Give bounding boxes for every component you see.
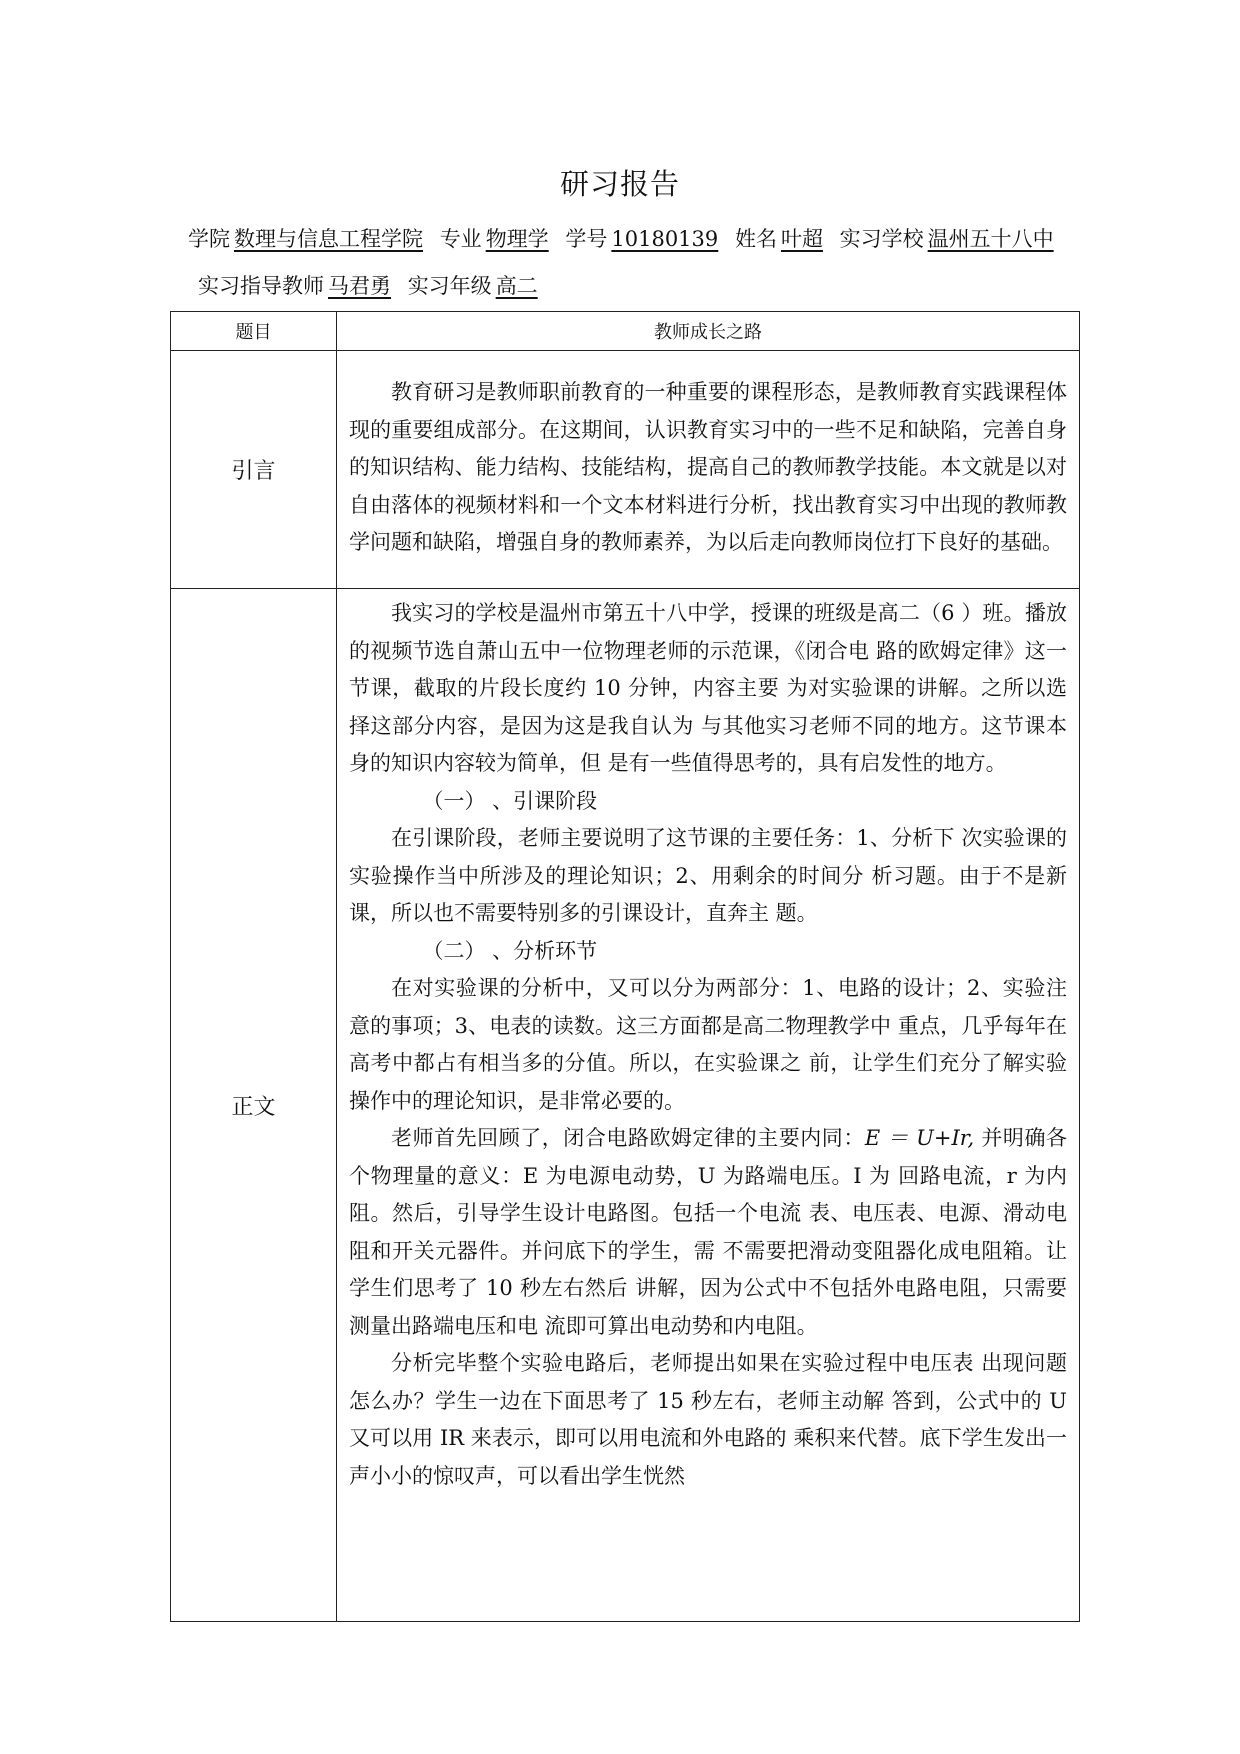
student-id-value: 10180139 (611, 227, 719, 251)
report-table (170, 311, 1080, 1622)
body-row (171, 589, 1080, 1622)
major-label: 专业 (439, 227, 482, 251)
paragraph-4-rest: 并明确各个物理量的意义：E 为电源电动势，U 为路端电压。I 为 回路电流，r 为内阻。然后，引导学生设计电路图。包括一个电流 表、电压表、电源、滑动电阻和开关元器件。并问底下的学生，需 不需要把滑动变阻器化成电阻箱。让学生们思考了 10 秒左右然后 讲解，因为公式中不包括外电路电阻，只需要测量出路端电压和电 流即可算出电动势和内电阻。 (349, 1126, 1067, 1338)
school-label: 实习学校 (839, 227, 924, 251)
school-value: 温州五十八中 (927, 227, 1054, 251)
section-heading-1: （一） 、引课阶段 (422, 788, 598, 813)
page-title: 研习报告 (559, 167, 680, 201)
body-paragraph-4 (349, 1120, 1067, 1345)
name-label: 姓名 (734, 227, 777, 251)
grade-label: 实习年级 (407, 274, 492, 298)
body-paragraph-3: 在对实验课的分析中，又可以分为两部分：1、电路的设计；2、实验注意的事项；3、电表的读数。这三方面都是高二物理教学中 重点，几乎每年在高考中都占有相当多的分值。所以，在实验课之 前，让学生们充分了解实验操作中的理论知识，是非常必要的。 (349, 976, 1067, 1113)
name-value: 叶超 (780, 227, 823, 251)
body-label: 正文 (171, 589, 337, 1622)
intro-row (171, 351, 1080, 589)
student-info (188, 216, 1078, 310)
intro-label: 引言 (171, 351, 337, 589)
intro-cell (337, 351, 1080, 589)
topic-value: 教师成长之路 (337, 312, 1080, 351)
formula: E ＝ U+Ir, (864, 1126, 975, 1150)
teacher-value: 马君勇 (328, 274, 391, 298)
college-label: 学院 (188, 227, 230, 251)
topic-label: 题目 (171, 312, 337, 351)
college-value: 数理与信息工程学院 (234, 227, 423, 251)
teacher-label: 实习指导教师 (198, 274, 324, 298)
header-row (171, 312, 1080, 351)
body-cell (337, 589, 1080, 1622)
intro-text: 教育研习是教师职前教育的一种重要的课程形态，是教师教育实践课程体现的重要组成部分。在这期间，认识教育实习中的一些不足和缺陷，完善自身的知识结构、能力结构、技能结构，提高自己的教师教学技能。本文就是以对自由落体的视频材料和一个文本材料进行分析，找出教育实习中出现的教师教学问题和缺陷，增强自身的教师素养，为以后走向教师岗位打下良好的基础。 (349, 380, 1067, 555)
student-id-label: 学号 (565, 227, 608, 251)
section-heading-2: （二） 、分析环节 (422, 938, 598, 963)
body-paragraph-5: 分析完毕整个实验电路后，老师提出如果在实验过程中电压表 出现问题怎么办？学生一边在下面思考了 15 秒左右，老师主动解 答到，公式中的 U 又可以用 IR 来表示，即可以用电流和外电路的 乘积来代替。底下学生发出一声小小的惊叹声，可以看出学生恍然 (349, 1351, 1067, 1488)
body-paragraph-1: 我实习的学校是温州市第五十八中学，授课的班级是高二（6 ）班。播放的视频节选自萧山五中一位物理老师的示范课，《闭合电 路的欧姆定律》这一节课，截取的片段长度约 10 分钟，内容主要 为对实验课的讲解。之所以选择这部分内容，是因为这是我自认为 与其他实习老师不同的地方。这节课本身的知识内容较为简单，但 是有一些值得思考的，具有启发性的地方。 (349, 601, 1067, 775)
body-paragraph-2: 在引课阶段，老师主要说明了这节课的主要任务：1、分析下 次实验课的实验操作当中所涉及的理论知识；2、用剩余的时间分 析习题。由于不是新课，所以也不需要特别多的引课设计，直奔主 题。 (349, 826, 1067, 925)
paragraph-4-lead: 老师首先回顾了，闭合电路欧姆定律的主要内同： (391, 1126, 865, 1150)
grade-value: 高二 (495, 274, 538, 298)
major-value: 物理学 (485, 227, 549, 251)
